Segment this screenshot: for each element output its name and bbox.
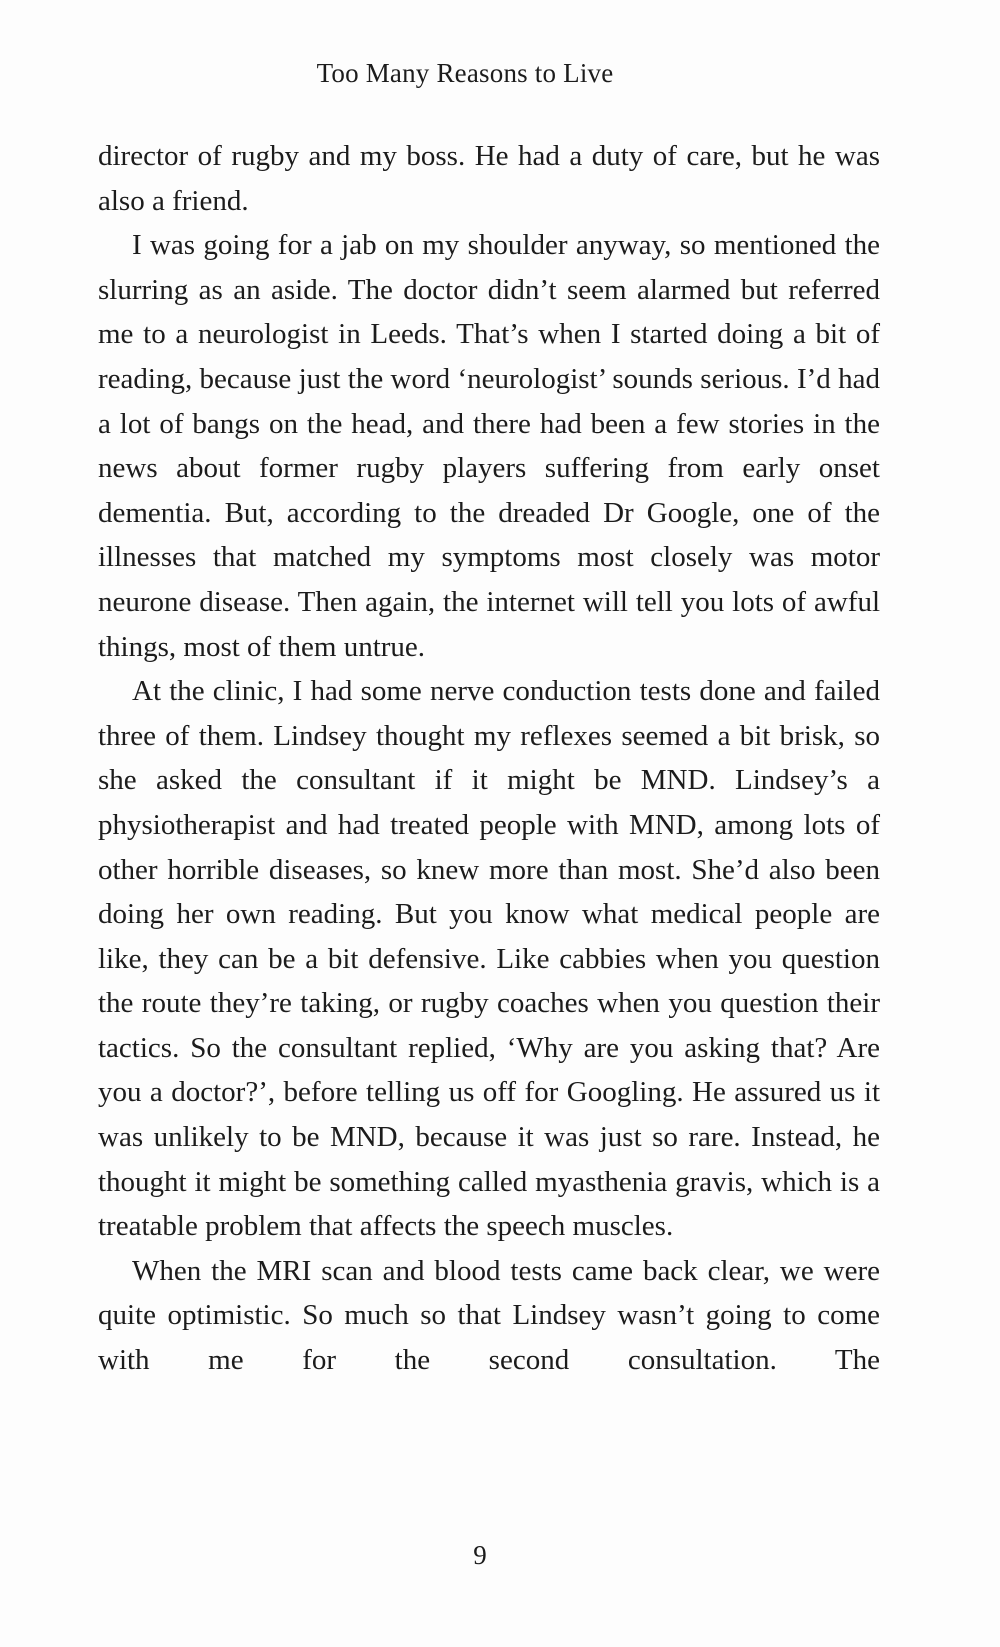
paragraph: I was going for a jab on my shoulder anyway, so mentioned the slurring as an aside. The doctor didn’t seem alarmed but referred me to a neurologist in Leeds. That’s when I started doing a bit of reading, because just the word ‘neurologist’ sounds serious. I’d had a lot of bangs on the head, and there had been a few stories in the news about former rugby players suffering from early onset dementia. But, according to the dreaded Dr Google, one of the illnesses that matched my symptoms most closely was motor neurone disease. Then again, the internet will tell you lots of awful things, most of them untrue. [98, 229, 880, 663]
paragraph: At the clinic, I had some nerve conduction tests done and failed three of them. Lindsey thought my reflexes seemed a bit brisk, so she asked the consultant if it might be MND. Lindsey’s a physiotherapist and had treated people with MND, among lots of other horrible diseases, so knew more than most. She’d also been doing her own reading. But you know what medical people are like, they can be a bit defensive. Like cabbies when you question the route they’re taking, or rugby coaches when you question their tactics. So the consultant replied, ‘Why are you asking that? Are you a doctor?’, before telling us off for Googling. He assured us it was unlikely to be MND, because it was just so rare. Instead, he thought it might be something called myasthenia gravis, which is a treatable problem that affects the speech muscles. [98, 675, 880, 1243]
body-text [98, 134, 880, 1383]
paragraph: director of rugby and my boss. He had a duty of care, but he was also a friend. [98, 140, 880, 217]
running-head: Too Many Reasons to Live [316, 58, 614, 88]
page-number: 9 [473, 1540, 487, 1570]
paragraph: When the MRI scan and blood tests came back clear, we were quite optimistic. So much so that Lindsey wasn’t going to come with me for the second consultation. The [98, 1254, 880, 1377]
